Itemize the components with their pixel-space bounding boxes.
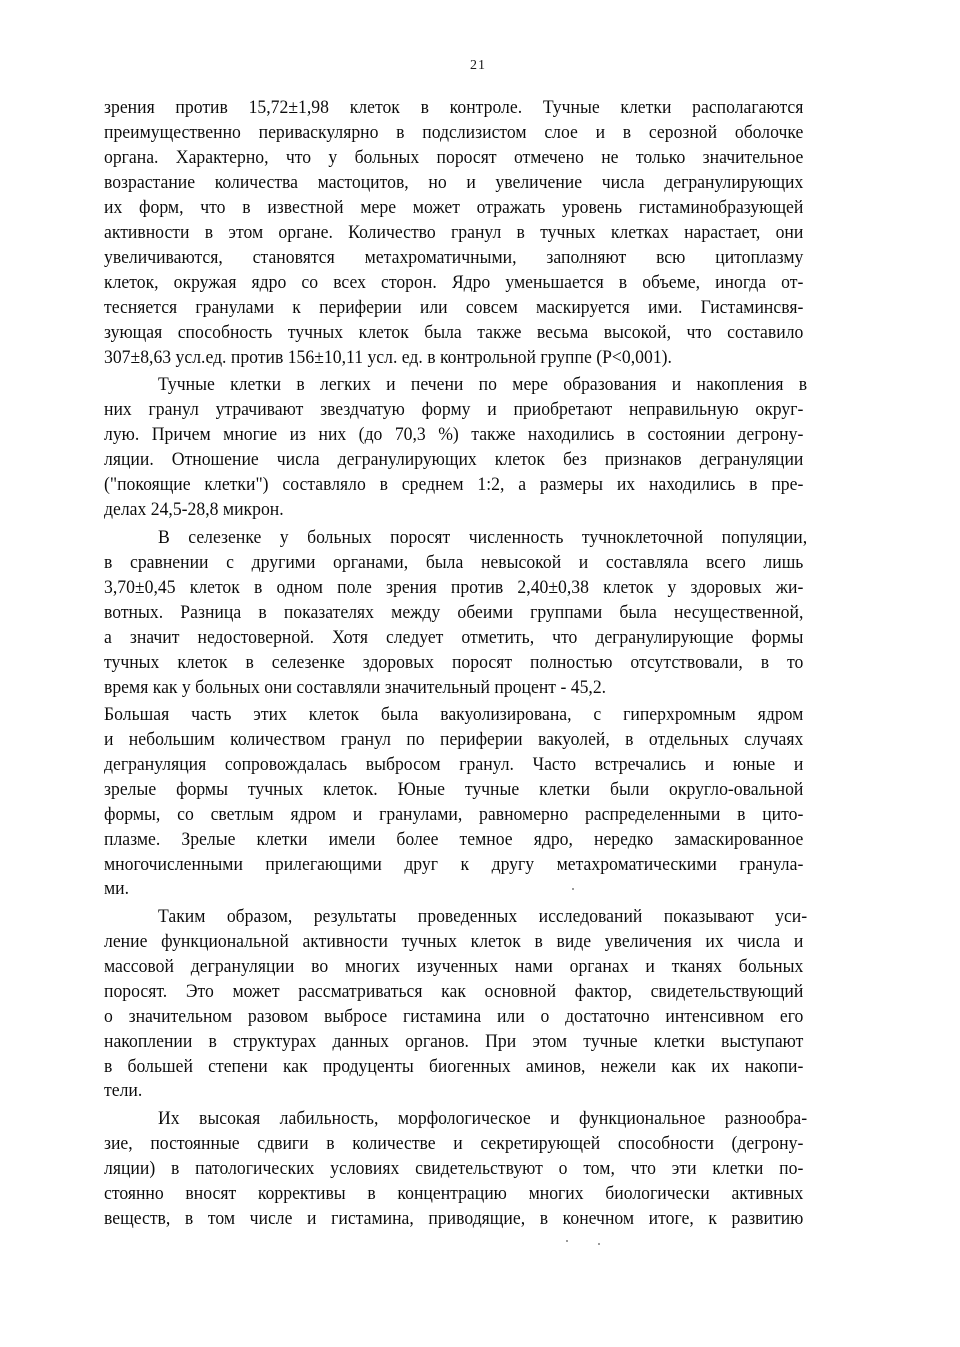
scan-speck xyxy=(598,1243,600,1245)
text-line: клеток, окружая ядро со всех сторон. Ядро уменьшается в объеме, иногда от- xyxy=(104,272,804,293)
text-line: их форм, что в известной мере может отражать уровень гистаминобразующей xyxy=(104,197,804,218)
text-line: В селезенке у больных поросят численность тучноклеточной популяции, xyxy=(158,527,808,548)
text-line: зующая способность тучных клеток была также весьма высокой, что составило xyxy=(104,322,804,343)
text-line: дегрануляция сопровождалась выбросом гранул. Часто встречались и юные и xyxy=(104,754,804,775)
text-line: ляции. Отношение числа дегранулирующих клеток без признаков дегрануляции xyxy=(104,449,804,470)
text-line: накоплении в структурах данных органов. При этом тучные клетки выступают xyxy=(104,1031,804,1052)
text-line: лую. Причем многие из них (до 70,3 %) также находились в состоянии дегрону- xyxy=(104,424,804,445)
text-line: веществ, в том числе и гистамина, приводящие, в конечном итоге, к развитию xyxy=(104,1208,804,1229)
text-line: время как у больных они составляли значительный процент - 45,2. xyxy=(104,677,607,698)
text-line: них гранул утрачивают звездчатую форму и приобретают неправильную округ- xyxy=(104,399,804,420)
text-line: активности в этом органе. Количество гранул в тучных клетках нарастает, они xyxy=(104,222,804,243)
text-line: возрастание количества мастоцитов, но и увеличение числа дегранулирующих xyxy=(104,172,804,193)
text-line: 3,70±0,45 клеток в одном поле зрения против 2,40±0,38 клеток у здоровых жи- xyxy=(104,577,804,598)
text-line: поросят. Это может рассматриваться как основной фактор, свидетельствующий xyxy=(104,981,804,1002)
text-line: зрения против 15,72±1,98 клеток в контроле. Тучные клетки располагаются xyxy=(104,97,804,118)
scan-speck xyxy=(572,888,574,890)
text-line: ление функциональной активности тучных клеток в виде увеличения их числа и xyxy=(104,931,804,952)
text-line: зие, постоянные сдвиги в количестве и секретирующей способности (дегрону- xyxy=(104,1133,804,1154)
text-line: Тучные клетки в легких и печени по мере образования и накопления в xyxy=(158,374,808,395)
text-line: плазме. Зрелые клетки имели более темное ядро, нередко замаскированное xyxy=(104,829,804,850)
text-line: зрелые формы тучных клеток. Юные тучные клетки были округло-овальной xyxy=(104,779,804,800)
text-line: Большая часть этих клеток была вакуолизирована, с гиперхромным ядром xyxy=(104,704,804,725)
text-line: тучных клеток в селезенке здоровых поросят полностью отсутствовали, в то xyxy=(104,652,804,673)
text-line: ("покоящие клетки") составляло в среднем 1:2, а размеры их находились в пре- xyxy=(104,474,804,495)
text-line: 307±8,63 усл.ед. против 156±10,11 усл. ед. в контрольной группе (Р<0,001). xyxy=(104,347,672,368)
text-line: ми. xyxy=(104,878,130,899)
text-line: Таким образом, результаты проведенных исследований показывают уси- xyxy=(158,906,808,927)
text-line: вотных. Разница в показателях между обеими группами была несущественной, xyxy=(104,602,804,623)
text-line: делах 24,5-28,8 микрон. xyxy=(104,499,284,520)
text-line: увеличиваются, становятся метахроматичными, заполняют всю цитоплазму xyxy=(104,247,804,268)
page-number: 21 xyxy=(470,58,486,73)
text-line: многочисленными прилегающими друг к другу метахроматическими гранула- xyxy=(104,854,804,875)
text-line: в сравнении с другими органами, была невысокой и составляла всего лишь xyxy=(104,552,804,573)
text-line: о значительном разовом выбросе гистамина или о достаточно интенсивном его xyxy=(104,1006,804,1027)
text-line: ляции) в патологических условиях свидетельствуют о том, что эти клетки по- xyxy=(104,1158,804,1179)
scan-speck xyxy=(566,1240,568,1242)
text-line: в большей степени как продуценты биогенных аминов, нежели как их накопи- xyxy=(104,1056,804,1077)
text-line: тели. xyxy=(104,1080,143,1101)
text-line: массовой дегрануляции во многих изученных нами органах и тканях больных xyxy=(104,956,804,977)
text-line: а значит недостоверной. Хотя следует отметить, что дегранулирующие формы xyxy=(104,627,804,648)
text-line: тесняется гранулами к периферии или совсем маскируется ими. Гистаминсвя- xyxy=(104,297,804,318)
text-line: формы, со светлым ядром и гранулами, равномерно распределенными в цито- xyxy=(104,804,804,825)
text-line: преимущественно периваскулярно в подслизистом слое и в серозной оболочке xyxy=(104,122,804,143)
text-line: стоянно вносят коррективы в концентрацию многих биологически активных xyxy=(104,1183,804,1204)
text-line: Их высокая лабильность, морфологическое и функциональное разнообра- xyxy=(158,1108,808,1129)
text-line: органа. Характерно, что у больных поросят отмечено не только значительное xyxy=(104,147,804,168)
text-line: и небольшим количеством гранул по периферии вакуолей, в отдельных случаях xyxy=(104,729,804,750)
